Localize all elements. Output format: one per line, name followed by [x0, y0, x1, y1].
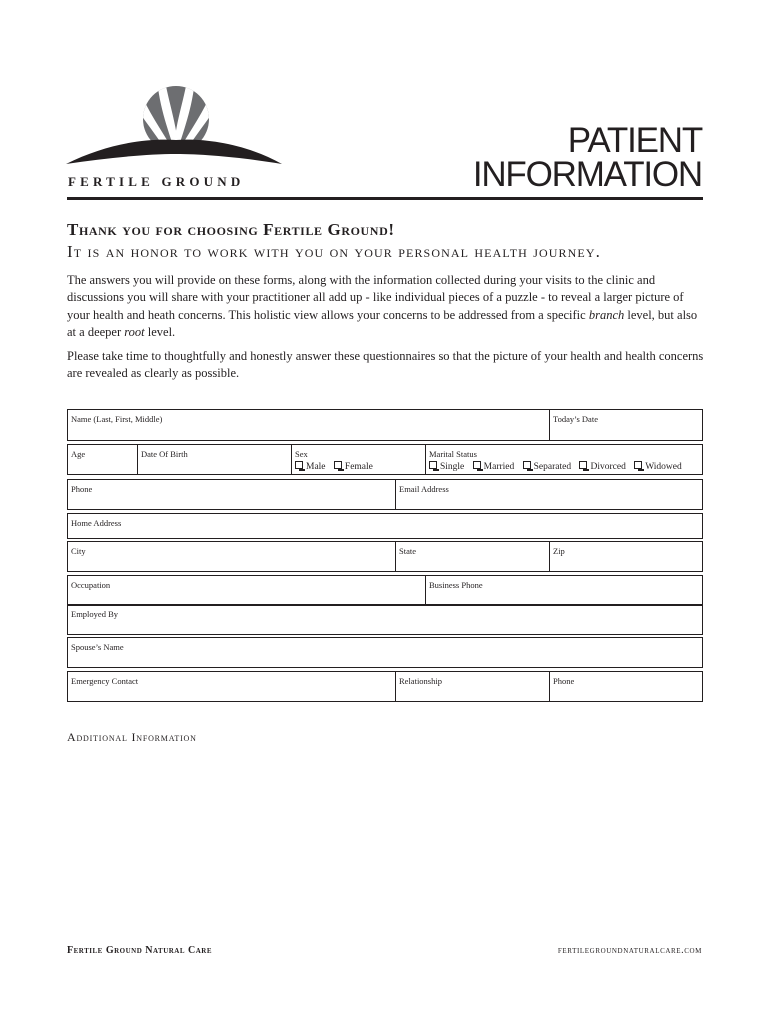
form-row-contact: [67, 479, 703, 510]
page-title: [472, 121, 702, 194]
marital-option-widowed[interactable]: [634, 462, 682, 472]
emergency-contact-label: Emergency Contact: [71, 676, 139, 686]
header-divider: [67, 197, 703, 200]
honor-subheading: It is an honor to work with you on your personal health journey.: [67, 242, 601, 261]
marital-option-separated[interactable]: [523, 462, 571, 472]
footer-brand: Fertile Ground Natural Care: [67, 945, 213, 956]
spouse-name-label: Spouse’s Name: [71, 642, 124, 652]
relationship-field[interactable]: [395, 672, 549, 701]
checkbox-icon[interactable]: [634, 461, 642, 469]
dob-label: Date Of Birth: [141, 449, 188, 459]
checkbox-icon[interactable]: [523, 461, 531, 469]
sex-option-male-label: Male: [306, 462, 326, 472]
thank-you-heading: Thank you for choosing Fertile Ground!: [67, 220, 395, 239]
page-title-line1: PATIENT: [567, 121, 702, 160]
sex-option-female[interactable]: [334, 462, 373, 472]
dob-field[interactable]: [137, 445, 291, 474]
marital-option-divorced-label: Divorced: [590, 462, 626, 472]
marital-option-married-label: Married: [483, 462, 515, 472]
form-row-spouse[interactable]: [67, 637, 703, 668]
root-word: root: [124, 324, 145, 339]
todays-date-label: Today’s Date: [553, 414, 598, 424]
email-label: Email Address: [399, 484, 449, 494]
business-phone-label: Business Phone: [429, 580, 483, 590]
marital-option-married[interactable]: [473, 462, 515, 472]
marital-status-field: [425, 445, 704, 474]
form-row-name: [67, 409, 703, 441]
intro-text-3: level.: [144, 324, 176, 339]
checkbox-icon[interactable]: [473, 461, 481, 469]
marital-option-separated-label: Separated: [533, 462, 572, 472]
form-row-personal: [67, 444, 703, 475]
additional-information-heading: Additional Information: [67, 730, 197, 744]
checkbox-icon[interactable]: [579, 461, 587, 469]
sex-options: [295, 461, 379, 472]
form-row-emergency: [67, 671, 703, 702]
checkbox-icon[interactable]: [334, 461, 342, 469]
emergency-phone-label: Phone: [553, 676, 575, 686]
brand-name: FERTILE GROUND: [68, 174, 245, 189]
marital-options: [429, 461, 688, 472]
intro-text-2: level, but also at a deeper: [67, 307, 698, 339]
checkbox-icon[interactable]: [295, 461, 303, 469]
form-row-city: [67, 541, 703, 572]
city-label: City: [71, 546, 86, 556]
marital-option-single-label: Single: [440, 462, 465, 472]
phone-label: Phone: [71, 484, 93, 494]
sex-field: [291, 445, 425, 474]
name-label: Name (Last, First, Middle): [71, 414, 163, 424]
employed-by-label: Employed By: [71, 609, 118, 619]
sex-option-male[interactable]: [295, 462, 326, 472]
state-field[interactable]: [395, 542, 549, 571]
todays-date-field[interactable]: [549, 410, 704, 440]
marital-option-single[interactable]: [429, 462, 464, 472]
sex-label: Sex: [295, 449, 308, 459]
fertile-ground-logo: [66, 86, 282, 168]
relationship-label: Relationship: [399, 676, 442, 686]
form-row-home-address[interactable]: [67, 513, 703, 539]
occupation-label: Occupation: [71, 580, 111, 590]
emergency-phone-field[interactable]: [549, 672, 704, 701]
page-title-line2: INFORMATION: [472, 155, 702, 194]
email-field[interactable]: [395, 480, 704, 509]
state-label: State: [399, 546, 416, 556]
intro-text-1: The answers you will provide on these forms, along with the information collected during your visits to the clinic and discussions you will share with your practitioner all add up - like individual pieces of a puzzle - to reveal a larger picture of your health and heath concerns. This holistic view allows your concerns to be addressed from a specific: [67, 273, 684, 322]
checkbox-icon[interactable]: [429, 461, 437, 469]
marital-status-label: Marital Status: [429, 449, 477, 459]
sex-option-female-label: Female: [344, 462, 373, 472]
home-address-label: Home Address: [71, 518, 122, 528]
intro-paragraph: [67, 272, 707, 341]
business-phone-field[interactable]: [425, 576, 704, 605]
marital-option-divorced[interactable]: [579, 462, 625, 472]
zip-field[interactable]: [549, 542, 704, 571]
form-row-occupation: [67, 575, 703, 606]
zip-label: Zip: [553, 546, 565, 556]
footer-website: fertilegroundnaturalcare.com: [557, 945, 702, 956]
branch-word: branch: [588, 307, 625, 322]
age-label: Age: [71, 449, 86, 459]
form-row-employed-by[interactable]: [67, 604, 703, 635]
instructions-paragraph: Please take time to thoughtfully and honestly answer these questionnaires so that the picture of your health and health concerns are revealed as clearly as possible.: [67, 349, 704, 381]
marital-option-widowed-label: Widowed: [645, 462, 682, 472]
